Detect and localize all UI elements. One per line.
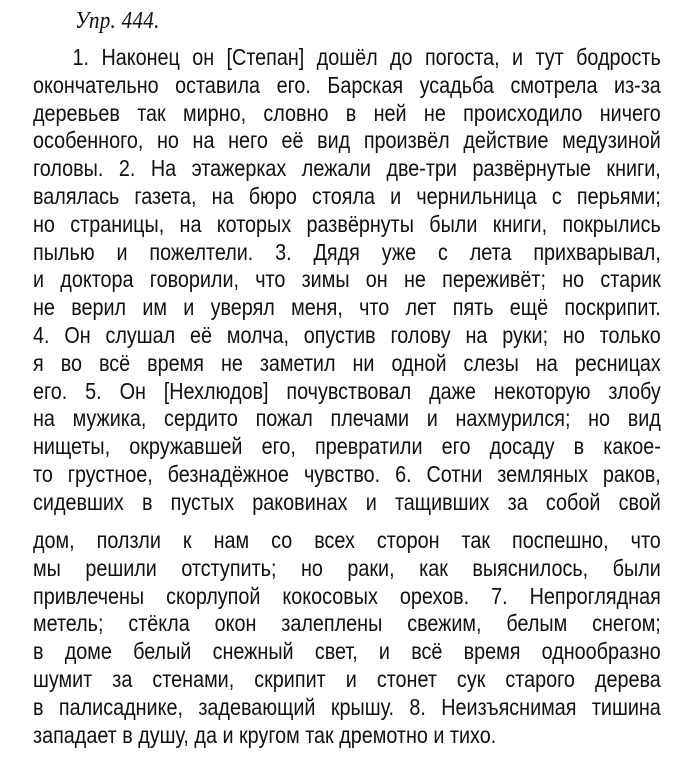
text-line: но страницы, на которых развёрнуты были книги, покрылись (33, 210, 661, 237)
exercise-title: Упр. 444. (75, 8, 160, 34)
text-line: 1. Наконец он [Степан] дошёл до погоста, и тут бодрость (72, 44, 661, 70)
text-line: головы. 2. На этажерках лежали две-три развёрнутые книги, (33, 155, 661, 182)
text-line: шумит за стенами, скрипит и стонет сук старого дерева (33, 665, 661, 692)
text-line: не верил им и уверял меня, что лет пять ещё поскрипит. (33, 294, 661, 321)
text-line: на мужика, сердито пожал плечами и нахмурился; но вид (33, 405, 661, 432)
text-line: сидевших в пустых раковинах и тащивших за собой свой (33, 488, 661, 515)
text-line: деревьев так мирно, словно в ней не происходило ничего (33, 99, 661, 126)
text-line: то грустное, безнадёжное чувство. 6. Сотни земляных раков, (33, 460, 661, 487)
text-line: пылью и пожелтели. 3. Дядя уже с лета прихварывал, (33, 238, 661, 265)
text-line: валялась газета, на бюро стояла и чернильница с перьями; (33, 182, 661, 209)
text-line: я во всё время не заметил ни одной слезы на ресницах (33, 349, 661, 376)
text-line: дом, ползли к нам со всех сторон так поспешно, что (33, 527, 661, 553)
text-line: метель; стёкла окон залеплены свежим, белым снегом; (33, 610, 661, 637)
text-line: в доме белый снежный свет, и всё время однообразно (33, 638, 661, 665)
text-line: западает в душу, да и кругом так дремотно и тихо. (33, 721, 497, 748)
text-line: 4. Он слушал её молча, опустив голову на руки; но только (33, 321, 661, 348)
text-block-1 (33, 44, 661, 517)
text-line: окончательно оставила его. Барская усадьба смотрела из-за (33, 71, 661, 98)
text-line: его. 5. Он [Нехлюдов] почувствовал даже некоторую злобу (33, 377, 661, 404)
text-line: и доктора говорили, что зимы он не переживёт; но старик (33, 266, 661, 293)
text-line: особенного, но на него её вид произвёл действие медузиной (33, 127, 661, 154)
text-line: в палисаднике, задевающий крышу. 8. Неизъяснимая тишина (33, 693, 661, 720)
text-line: привлечены скорлупой кокосовых орехов. 7. Непроглядная (33, 582, 661, 609)
text-block-2 (33, 527, 661, 749)
text-line: мы решили отступить; но раки, как выяснилось, были (33, 554, 661, 581)
text-line: нищеты, окружавшей его, превратили его досаду в какое- (33, 433, 661, 460)
